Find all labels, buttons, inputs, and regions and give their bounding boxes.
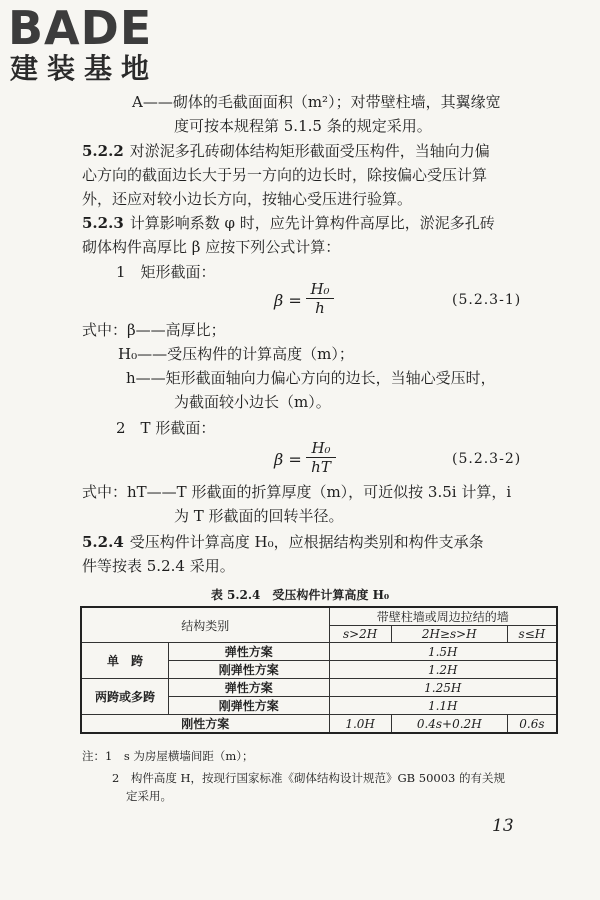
header-col1: s>2H bbox=[329, 626, 391, 643]
section-5-2-2-number: 5.2.2 bbox=[82, 142, 124, 160]
header-col2: 2H≥s>H bbox=[391, 626, 507, 643]
table-row bbox=[81, 679, 557, 697]
section-5-2-2-line1 bbox=[82, 141, 490, 161]
height-table bbox=[80, 606, 558, 734]
row-multi-semi-label: 刚弹性方案 bbox=[169, 697, 330, 715]
table-note-2: 2 构件高度 H，按现行国家标准《砌体结构设计规范》GB 50003 的有关规 bbox=[112, 771, 506, 785]
table-header-row bbox=[81, 607, 557, 626]
where-h-line1: h——矩形截面轴向力偏心方向的边长，当轴心受压时， bbox=[126, 369, 496, 387]
section-5-2-3-line1 bbox=[82, 213, 495, 233]
eq2-numerator: H₀ bbox=[306, 439, 336, 458]
where-beta: 式中：β——高厚比； bbox=[82, 321, 226, 339]
value-rigid-3: 0.6s bbox=[507, 715, 557, 734]
row-rigid-label: 刚性方案 bbox=[81, 715, 329, 734]
row-single-span: 单 跨 bbox=[81, 643, 169, 679]
where-h-line2: 为截面较小边长（m）。 bbox=[174, 393, 331, 411]
page-number: 13 bbox=[492, 816, 514, 836]
value-single-semi: 1.2H bbox=[329, 661, 557, 679]
table-title: 表 5.2.4 受压构件计算高度 H₀ bbox=[210, 588, 390, 602]
section-5-2-3-line2: 砌体构件高厚比 β 应按下列公式计算： bbox=[82, 238, 341, 256]
eq2-number: (5.2.3-2) bbox=[452, 451, 522, 467]
table-row bbox=[81, 715, 557, 734]
row-multi-elastic-label: 弹性方案 bbox=[169, 679, 330, 697]
where-ht-line2: 为 T 形截面的回转半径。 bbox=[174, 507, 344, 525]
section-5-2-2-line3: 外，还应对较小边长方向，按轴心受压进行验算。 bbox=[82, 190, 413, 208]
value-multi-elastic: 1.25H bbox=[329, 679, 557, 697]
where-h0: H₀——受压构件的计算高度（m）； bbox=[118, 345, 354, 363]
where-ht-line1: 式中：hT——T 形截面的折算厚度（m），可近似按 3.5i 计算，i bbox=[82, 483, 512, 501]
eq1-number: (5.2.3-1) bbox=[452, 292, 522, 308]
row-single-semi-label: 刚弹性方案 bbox=[169, 661, 330, 679]
table-note-3: 定采用。 bbox=[126, 789, 172, 803]
eq1-numerator: H₀ bbox=[306, 280, 334, 299]
row-multi-span: 两跨或多跨 bbox=[81, 679, 169, 715]
value-rigid-2: 0.4s+0.2H bbox=[391, 715, 507, 734]
eq2-fraction bbox=[306, 439, 336, 476]
section-5-2-4-text1: 受压构件计算高度 H₀，应根据结构类别和构件支承条 bbox=[129, 533, 484, 551]
eq2-denominator: hT bbox=[311, 458, 331, 476]
section-5-2-2-line2: 心方向的截面边长大于另一方向的边长时，除按偏心受压计算 bbox=[82, 166, 488, 184]
value-single-elastic: 1.5H bbox=[329, 643, 557, 661]
value-rigid-1: 1.0H bbox=[329, 715, 391, 734]
item-1-heading: 1 矩形截面： bbox=[116, 263, 216, 281]
header-category: 结构类别 bbox=[81, 607, 329, 643]
header-col3: s≤H bbox=[507, 626, 557, 643]
section-5-2-4-line2: 件等按表 5.2.4 采用。 bbox=[82, 557, 235, 575]
section-5-2-3-text1: 计算影响系数 φ 时，应先计算构件高厚比，淤泥多孔砖 bbox=[129, 214, 495, 232]
def-a-line2: 度可按本规程第 5.1.5 条的规定采用。 bbox=[174, 117, 432, 135]
def-a-line1: A——砌体的毛截面面积（m²）；对带壁柱墙，其翼缘宽 bbox=[132, 93, 501, 111]
header-group: 带壁柱墙或周边拉结的墙 bbox=[329, 607, 557, 626]
brand-logo bbox=[8, 1, 159, 86]
eq1-denominator: h bbox=[315, 299, 325, 317]
section-5-2-2-text1: 对淤泥多孔砖砌体结构矩形截面受压构件，当轴向力偏 bbox=[129, 142, 490, 160]
eq1-lhs: β = bbox=[274, 291, 302, 310]
item-2-heading: 2 T 形截面： bbox=[116, 419, 216, 437]
section-5-2-4-number: 5.2.4 bbox=[82, 533, 124, 551]
section-5-2-3-number: 5.2.3 bbox=[82, 214, 124, 232]
table-row bbox=[81, 643, 557, 661]
logo-text-en: BADE bbox=[8, 1, 153, 55]
logo-text-zh: 建装基地 bbox=[10, 52, 159, 85]
eq2-lhs: β = bbox=[274, 450, 302, 469]
value-multi-semi: 1.1H bbox=[329, 697, 557, 715]
row-single-elastic-label: 弹性方案 bbox=[169, 643, 330, 661]
table-note-1: 注：1 s 为房屋横墙间距（m）； bbox=[82, 749, 254, 763]
section-5-2-4-line1 bbox=[82, 532, 484, 552]
eq1-fraction bbox=[306, 280, 334, 317]
